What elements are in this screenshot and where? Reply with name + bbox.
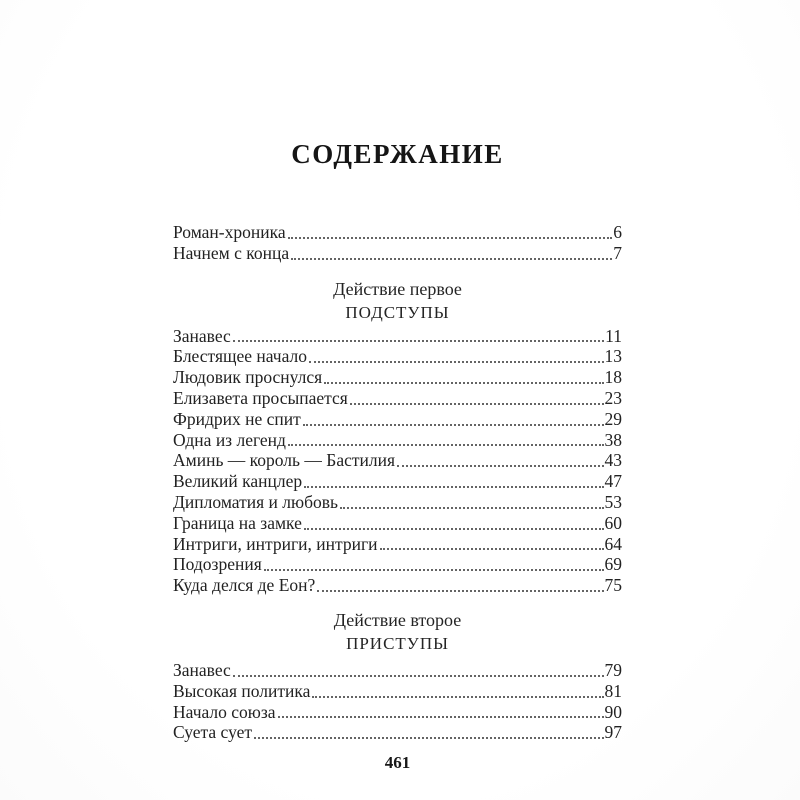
dot-leader [324,382,603,384]
toc-entry-label: Занавес [173,325,231,346]
toc-entry [173,450,622,471]
toc-entry-label: Высокая политика [173,680,311,701]
toc-entry-page: 11 [605,325,622,346]
toc-entry-page: 18 [604,367,622,388]
toc-entry-page: 47 [604,471,622,492]
toc-entry-page: 7 [613,242,622,263]
dot-leader [303,424,604,426]
dot-leader [233,340,604,342]
toc-front-entries [173,222,622,264]
toc-entry-page: 6 [613,222,622,242]
dot-leader [291,258,612,260]
toc-entry-page: 64 [604,533,622,554]
toc-entry-page: 69 [604,554,622,575]
toc-entry-label: Граница на замке [173,512,302,533]
dot-leader [264,569,604,571]
dot-leader [397,465,603,467]
toc-entry [173,326,622,347]
toc-entry [173,554,622,575]
toc-entry [173,430,622,451]
dot-leader [288,444,604,446]
toc-entry [173,367,622,388]
toc-entry-page: 79 [604,659,622,680]
toc-entry-label: Начало союза [173,701,276,722]
toc-entry [173,243,622,264]
toc-entry-page: 38 [604,429,622,450]
toc-entry [173,702,622,723]
toc-entry-label: Суета сует [173,722,252,743]
toc-entry-page: 53 [604,491,622,512]
toc-entry [173,222,622,243]
dot-leader [380,548,604,550]
toc-entry-label: Одна из легенд [173,429,286,450]
toc-entry-label: Куда делся де Еон? [173,575,316,596]
toc-entry-label: Начнем с конца [173,242,290,263]
toc-entry [173,681,622,702]
toc-column [173,0,622,773]
toc-entry-page: 75 [604,575,622,596]
toc-entry [173,660,622,681]
toc-entry-page: 81 [604,680,622,701]
toc-entry-label: Людовик проснулся [173,367,323,388]
toc-entry [173,409,622,430]
toc-entry-label: Блестящее начало [173,346,308,367]
dot-leader [340,507,604,509]
toc-entry [173,534,622,555]
toc-entry [173,471,622,492]
toc-entry [173,346,622,367]
dot-leader [317,590,603,592]
dot-leader [288,237,613,239]
toc-entry-label: Занавес [173,659,231,680]
toc-entry-page: 97 [604,722,622,743]
dot-leader [309,361,603,363]
folio-page-number: 461 [384,753,411,773]
toc-entry-label: Интриги, интриги, интриги [173,533,378,554]
dot-leader [304,528,604,530]
toc-entry [173,492,622,513]
toc-entry [173,513,622,534]
toc-entry-label: Дипломатия и любовь [173,491,338,512]
dot-leader [278,716,604,718]
section-heading: ПОДСТУПЫ [345,302,450,322]
toc-entry [173,722,622,743]
toc-entry [173,575,622,596]
toc-entry-page: 90 [604,701,622,722]
toc-entry-label: Аминь — король — Бастилия [173,450,396,471]
toc-entry-page: 13 [604,346,622,367]
toc-entry-page: 43 [604,450,622,471]
toc-section-entries [173,660,622,743]
dot-leader [312,696,603,698]
toc-entry-page: 23 [604,387,622,408]
toc-entry-label: Роман-хроника [173,222,286,242]
toc-entry-page: 29 [604,408,622,429]
dot-leader [304,486,603,488]
act-title: Действие второе [333,609,462,630]
dot-leader [254,737,604,739]
page-title: СОДЕРЖАНИЕ [291,139,504,169]
toc-entry [173,388,622,409]
toc-entry-label: Елизавета просыпается [173,387,348,408]
toc-entry-label: Подозрения [173,554,262,575]
dot-leader [233,675,604,677]
toc-entry-label: Фридрих не спит [173,408,301,429]
act-title: Действие первое [333,278,462,299]
toc-entry-page: 60 [604,512,622,533]
section-heading: ПРИСТУПЫ [346,633,449,653]
dot-leader [350,403,604,405]
toc-entry-label: Великий канцлер [173,471,303,492]
toc-section-entries [173,326,622,596]
